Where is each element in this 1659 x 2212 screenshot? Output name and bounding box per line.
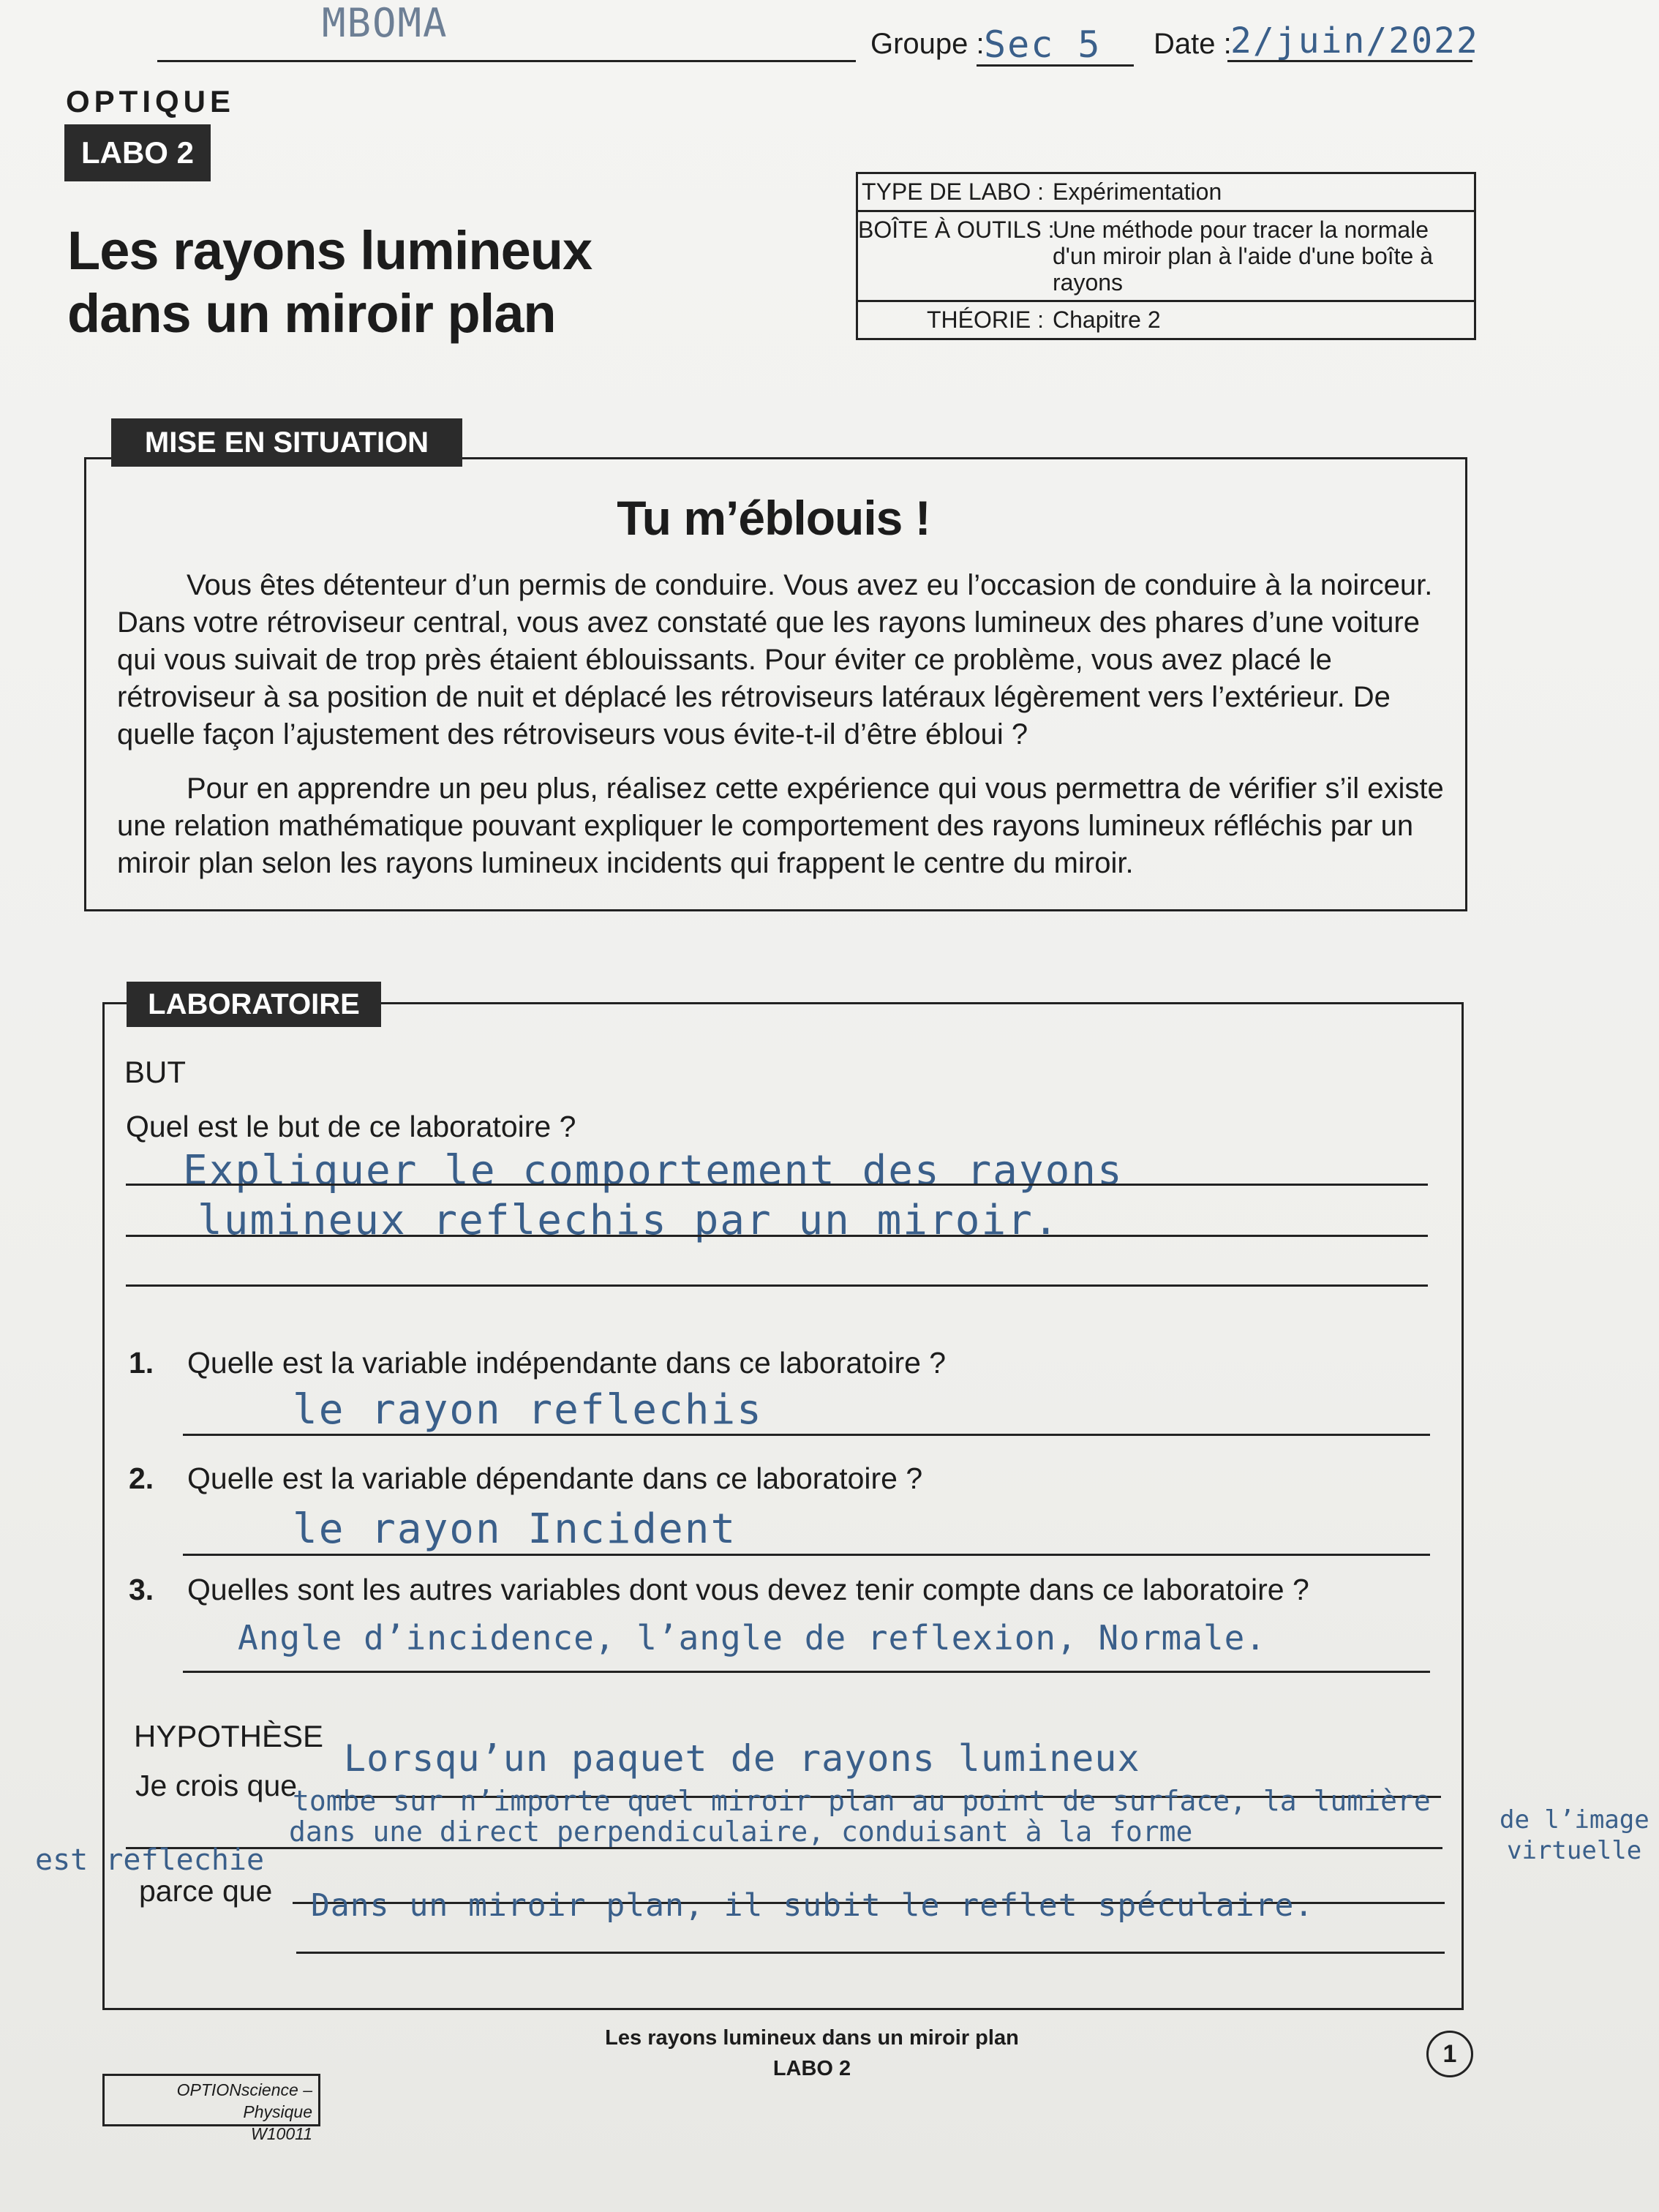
answer-line [183,1671,1430,1673]
situation-paragraph-2 [117,770,1456,882]
footer-title-line-2: LABO 2 [772,2057,851,2080]
hypothesis-line-1: Lorsqu’un paquet de rayons lumineux [344,1737,1140,1780]
labo-badge: LABO 2 [64,124,211,181]
answer-1: le rayon reflechis [293,1386,763,1434]
page-title [67,219,592,345]
but-answer-line-2: lumineux reflechis par un miroir. [198,1197,1060,1244]
info-key: BOÎTE À OUTILS : [858,217,1055,243]
question-text: Quelle est la variable indépendante dans ce laboratoire ? [187,1346,947,1380]
section-name: OPTIQUE [66,84,236,118]
title-line-1: Les rayons lumineux [67,220,592,281]
question-number: 1. [129,1346,154,1380]
question-3 [129,1573,1309,1607]
groupe-line [977,64,1134,67]
answer-line [183,1434,1430,1436]
footer-title [571,2023,1053,2084]
answer-line [183,1554,1430,1556]
footer-title-line-1: Les rayons lumineux dans un miroir plan [605,2026,1019,2050]
but-heading: BUT [124,1055,186,1089]
info-value: Chapitre 2 [1053,306,1161,333]
publisher-line-1: OPTIONscience – Physique [176,2080,312,2121]
publisher-line-2: W10011 [251,2124,312,2143]
date-label: Date : [1154,28,1232,60]
situation-paragraph-1 [117,567,1456,753]
laboratoire-tab: LABORATOIRE [127,982,381,1027]
page-number: 1 [1426,2031,1473,2077]
name-line [157,60,856,62]
answer-line [296,1952,1445,1954]
hypothesis-line-4: Dans un miroir plan, il subit le reflet spéculaire. [311,1887,1314,1924]
situation-paragraph-2-text: Pour en apprendre un peu plus, réalisez cette expérience qui vous permettra de vérifier s’il existe une relation mathématique pouvant expliquer le comportement des rayons lumineux réfléchis par un miroir plan selon les rayons lumineux incidents qui frappent le centre du miroir. [117,772,1444,879]
groupe-value: Sec 5 [984,23,1102,66]
question-1 [129,1346,946,1380]
info-value: Expérimentation [1053,178,1222,205]
date-value: 2/juin/2022 [1230,20,1479,61]
info-key: THÉORIE : [926,306,1044,333]
info-row-type [858,174,1474,212]
question-2 [129,1462,922,1496]
info-value: Une méthode pour tracer la normale d'un miroir plan à l'aide d'une boîte à rayons [1053,217,1433,296]
hypothesis-margin-left: est reflechie [35,1843,265,1877]
date-line [1227,60,1472,62]
title-line-2: dans un miroir plan [67,283,556,344]
question-number: 2. [129,1462,154,1495]
mise-en-situation-tab: MISE EN SITUATION [111,418,462,467]
situation-paragraph-1-text: Vous êtes détenteur d’un permis de conduire. Vous avez eu l’occasion de conduire à la noirceur. Dans votre rétroviseur central, vous avez constaté que les rayons lumineux des phares d’une voiture qui vous suivait de trop près étaient éblouissants. Pour éviter ce problème, vous avez placé le rétroviseur à sa position de nuit et déplacé les rétroviseurs latéraux légèrement vers l’extérieur. De quelle façon l’ajustement des rétroviseurs vous évite-t-il d’être ébloui ? [117,569,1433,750]
question-text: Quelles sont les autres variables dont vous devez tenir compte dans ce laboratoire ? [187,1573,1309,1606]
hypothese-heading: HYPOTHÈSE [134,1719,324,1753]
answer-line [126,1235,1428,1237]
hypothesis-margin-right-1: de l’image [1500,1805,1649,1835]
hypothesis-line-2: tombe sur n’importe quel miroir plan au point de surface, la lumière [293,1785,1431,1817]
hypothesis-margin-right-2: virtuelle [1507,1836,1642,1865]
answer-line [126,1184,1428,1186]
publisher-box [102,2074,320,2143]
situation-heading: Tu m’éblouis ! [617,491,930,545]
answer-line [126,1284,1428,1287]
hypothesis-line-3: dans une direct perpendiculaire, conduisant à la forme [289,1816,1193,1848]
student-name-handwritten: MBOMA [322,0,448,46]
je-crois-que-label: Je crois que [135,1769,298,1802]
groupe-label: Groupe : [870,28,985,60]
but-answer-line-1: Expliquer le comportement des rayons [183,1147,1124,1195]
but-question: Quel est le but de ce laboratoire ? [126,1110,576,1143]
parce-que-label: parce que [139,1874,273,1908]
question-text: Quelle est la variable dépendante dans ce laboratoire ? [187,1462,923,1495]
info-row-outils [858,212,1474,302]
info-table [856,172,1476,340]
info-key: TYPE DE LABO : [862,178,1044,205]
answer-2: le rayon Incident [293,1505,737,1553]
info-row-theorie [858,302,1474,338]
question-number: 3. [129,1573,154,1606]
answer-3: Angle d’incidence, l’angle de reflexion, Normale. [238,1618,1267,1658]
